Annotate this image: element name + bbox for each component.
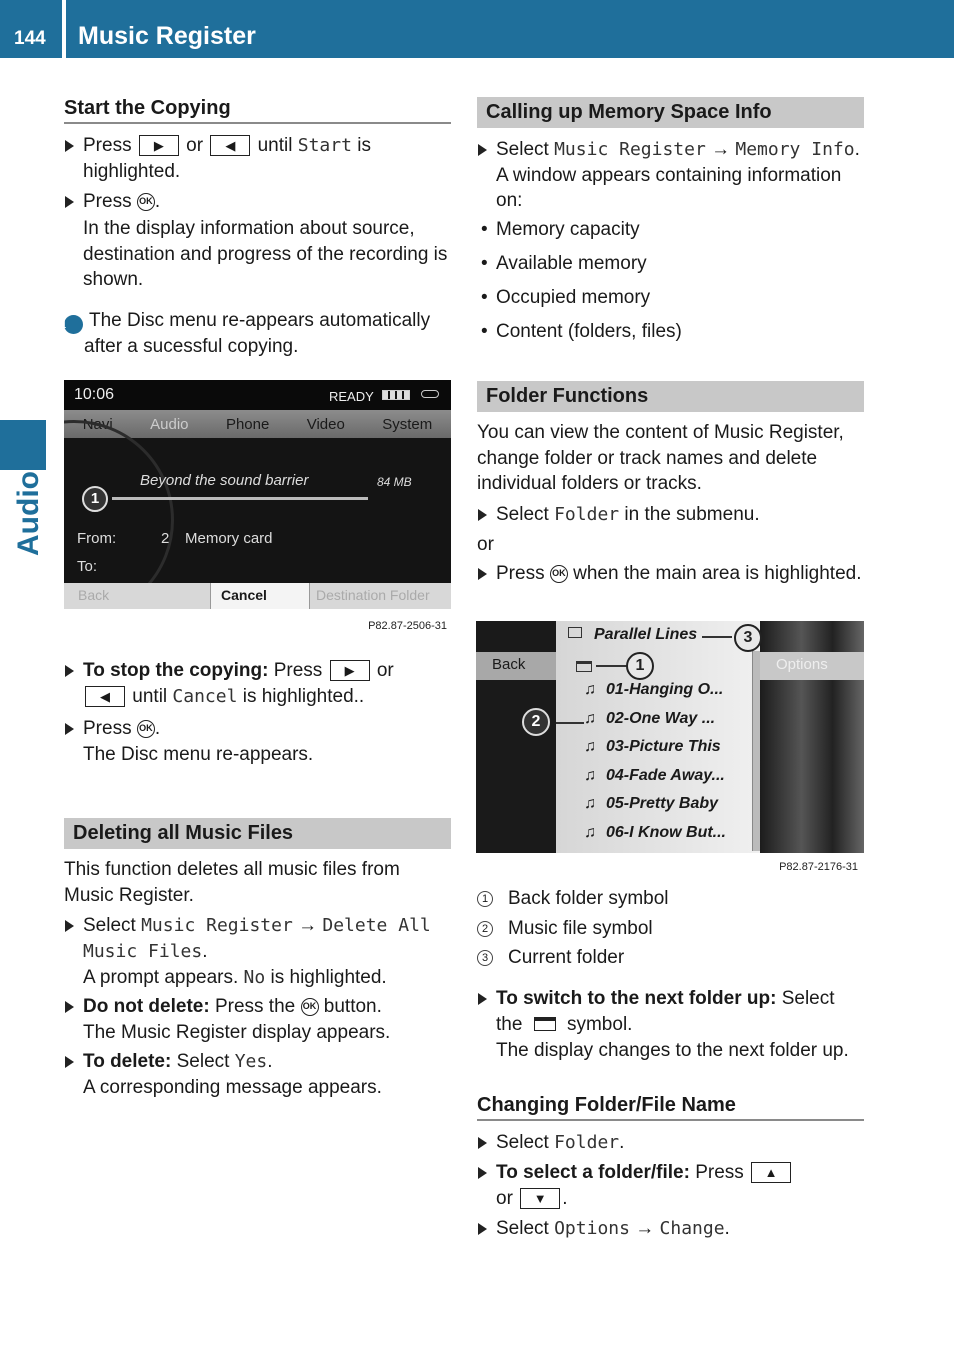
screen2-list-panel — [556, 621, 760, 853]
callout-3: 3 — [734, 624, 762, 652]
screen-destination-button[interactable]: Destination Folder — [316, 587, 430, 603]
side-tab-label: Audio — [12, 471, 45, 556]
screen-button-bar — [64, 583, 451, 609]
screen-menu-audio[interactable]: Audio — [150, 415, 189, 433]
screen2-folder-title: Parallel Lines — [594, 626, 698, 643]
folder-step-2: Press OK when the main area is highlighted. — [477, 561, 864, 587]
screen-progress-bar — [112, 497, 368, 500]
list-item: • Content (folders, files) — [477, 319, 864, 345]
signal-icon — [382, 390, 410, 400]
info-note: i The Disc menu re-appears automatically after a sucessful copying. — [60, 309, 431, 357]
copying-screen — [64, 380, 451, 609]
page-header — [0, 0, 954, 58]
music-note-icon: ♫ — [584, 766, 596, 784]
screen2-track-list — [556, 681, 760, 853]
ok-button-icon: OK — [137, 193, 155, 211]
screen-from-label: From: — [77, 530, 117, 547]
screen-size: 84 MB — [377, 475, 412, 489]
back-folder-icon — [534, 1017, 556, 1031]
legend-item: 3 Current folder — [477, 943, 864, 973]
callout-1-line — [596, 665, 630, 667]
change-step-3: Select Options → Change. — [477, 1216, 864, 1242]
screen-to-label: To: — [77, 558, 98, 575]
folder-screen — [476, 621, 864, 853]
callout-3-line — [702, 636, 732, 638]
screen-back-button[interactable]: Back — [78, 587, 110, 603]
screen-status: READY — [329, 389, 374, 404]
changing-name-heading: Changing Folder/File Name — [477, 1094, 864, 1121]
memory-heading: Calling up Memory Space Info — [477, 97, 864, 128]
next-key: ▶ — [139, 135, 179, 156]
next-folder-step: To switch to the next folder up: Select the symbol. The display changes to the next folder up. — [477, 986, 864, 1064]
screen-menu-system[interactable]: System — [382, 415, 433, 433]
screen-menu-phone[interactable]: Phone — [225, 415, 270, 433]
ok-button-icon: OK — [550, 565, 568, 583]
delete-step-2: Do not delete: Press the OK button. The Music Register display appears. — [64, 994, 451, 1046]
back-folder-icon[interactable] — [576, 661, 592, 672]
start-step-2-result: In the display information about source, destination and progress of the recording is shown. — [83, 218, 448, 290]
music-note-icon: ♫ — [584, 681, 596, 698]
callout-2-line — [556, 722, 584, 724]
deleting-intro: This function deletes all music files from Music Register. — [64, 859, 400, 906]
screen-time: 10:06 — [74, 386, 115, 403]
folder-step-1: Select Folder in the submenu. — [477, 502, 864, 528]
stop-step-1: To stop the copying: Press ▶ or ◀ until Cancel is highlighted.. — [64, 658, 451, 710]
list-item[interactable]: ♫ 05-Pretty Baby — [584, 795, 719, 813]
list-item: • Occupied memory — [477, 285, 864, 311]
change-step-1: Select Folder. — [477, 1130, 864, 1156]
music-note-icon: ♫ — [584, 795, 596, 813]
prev-key: ◀ — [85, 686, 125, 707]
change-step-2: To select a folder/file: Press ▲ or ▼ . — [477, 1160, 864, 1212]
screen-from-value: Memory card — [185, 530, 273, 547]
list-item[interactable]: ♫ 01-Hanging O... — [584, 681, 724, 698]
music-note-icon: ♫ — [584, 823, 596, 841]
folder-icon — [568, 627, 582, 638]
menu-item-start: Start — [297, 135, 352, 156]
list-item[interactable]: ♫ 06-I Know But... — [584, 823, 726, 841]
list-item[interactable]: ♫ 02-One Way ... — [584, 709, 716, 727]
legend-item: 1 Back folder symbol — [477, 884, 864, 914]
callout-legend — [477, 884, 864, 973]
legend-item: 2 Music file symbol — [477, 914, 864, 944]
screen-disc-graphic — [64, 420, 174, 609]
list-item: • Available memory — [477, 251, 864, 277]
screen-menu-video[interactable]: Video — [306, 415, 345, 433]
list-item: • Memory capacity — [477, 217, 864, 243]
screen-menu-navi[interactable]: Navi — [82, 415, 113, 433]
screen2-code: P82.87-2176-31 — [779, 861, 858, 873]
next-key: ▶ — [330, 660, 370, 681]
screen-cancel-button[interactable]: Cancel — [210, 583, 310, 609]
delete-step-1: Select Music Register → Delete All Music Files. A prompt appears. No is highlighted. — [64, 913, 451, 991]
left-column-lower — [64, 658, 451, 1101]
menu-item-cancel: Cancel — [172, 686, 238, 707]
screen2-back-button[interactable]: Back — [476, 652, 556, 680]
prev-key: ◀ — [210, 135, 250, 156]
music-note-icon: ♫ — [584, 709, 596, 727]
delete-step-3: To delete: Select Yes. A corresponding message appears. — [64, 1049, 451, 1101]
folder-functions-heading: Folder Functions — [477, 381, 864, 412]
ok-button-icon: OK — [137, 720, 155, 738]
down-key: ▼ — [520, 1188, 560, 1209]
screen1-code: P82.87-2506-31 — [368, 620, 447, 632]
page-number: 144 — [14, 28, 46, 49]
screen-track-title: Beyond the sound barrier — [140, 472, 309, 489]
memory-bullet-list — [477, 217, 864, 345]
callout-1: 1 — [626, 652, 654, 680]
music-note-icon: ♫ — [584, 738, 596, 756]
callout-2: 2 — [522, 708, 550, 736]
screen2-options-button[interactable]: Options — [760, 652, 864, 680]
start-step-1: Press ▶ or ◀ until Start is highlighted. — [64, 133, 451, 185]
memory-step: Select Music Register → Memory Info. A window appears containing information on: — [477, 137, 864, 213]
callout-1: 1 — [82, 486, 108, 512]
screen-status-bar — [64, 380, 451, 410]
list-item[interactable]: ♫ 03-Picture This — [584, 738, 721, 756]
side-tab-marker — [0, 420, 46, 470]
or-text: or — [477, 533, 494, 555]
screen2-scrollbar[interactable] — [752, 651, 760, 851]
start-step-2: Press OK . In the display information about source, destination and progress of the recording is shown. — [64, 189, 451, 293]
stop-step-2: Press OK . The Disc menu re-appears. — [64, 716, 451, 768]
screen-from-number: 2 — [161, 530, 170, 547]
left-column — [60, 97, 451, 359]
start-copying-heading: Start the Copying — [64, 97, 451, 124]
info-icon: i — [64, 315, 83, 334]
header-divider — [62, 0, 66, 58]
right-column-lower — [477, 884, 864, 1242]
deleting-heading: Deleting all Music Files — [64, 818, 451, 849]
phone-icon — [421, 390, 439, 398]
right-column — [477, 97, 864, 587]
list-item[interactable]: ♫ 04-Fade Away... — [584, 766, 725, 784]
section-title: Music Register — [78, 22, 256, 50]
stop-step-2-result: The Disc menu re-appears. — [83, 744, 314, 765]
ok-button-icon: OK — [301, 998, 319, 1016]
folder-intro: You can view the content of Music Register, change folder or track names and delete individual folders or tracks. — [477, 422, 844, 494]
up-key: ▲ — [751, 1162, 791, 1183]
